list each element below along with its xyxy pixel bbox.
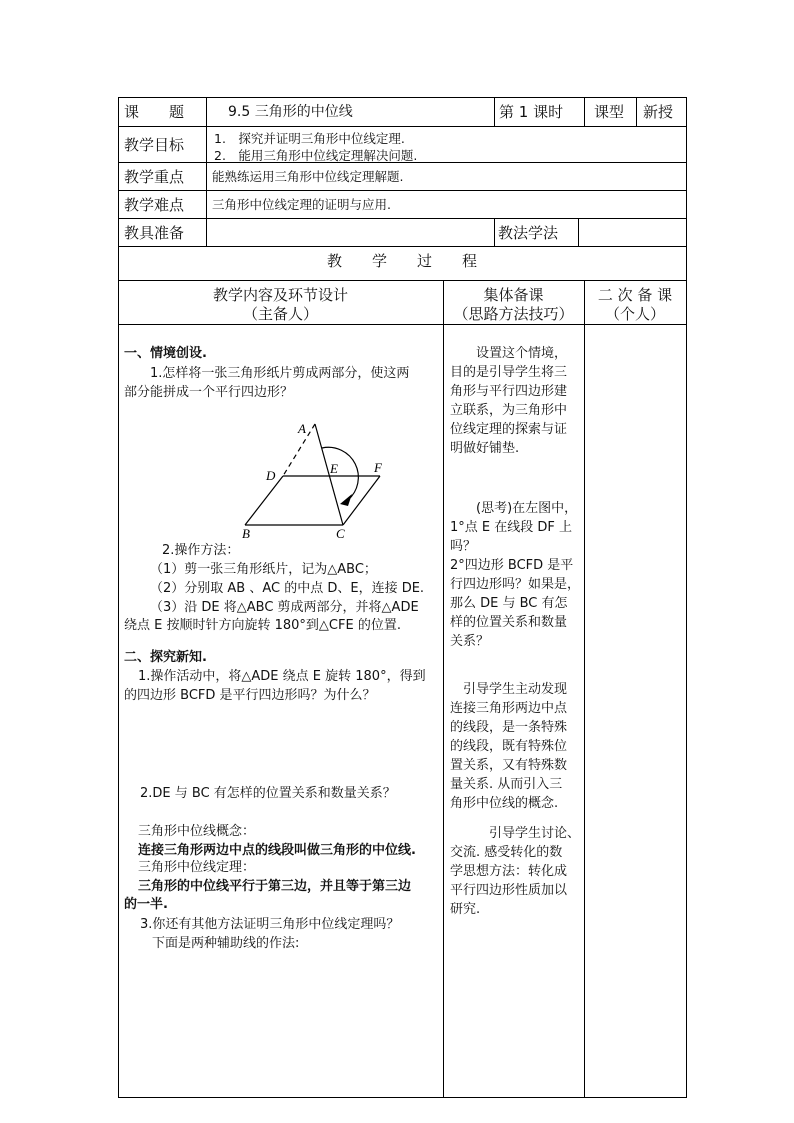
note-4-line: 引导学生讨论、 <box>450 826 581 841</box>
note-2-line: 行四边形吗？如果是， <box>450 577 581 592</box>
note-3-line: 连接三角形两边中点 <box>450 701 568 716</box>
note-2-line: (思考)在左图中， <box>450 501 578 516</box>
s1-step3-line2: 绕点 E 按顺时针方向旋转 180°到△CFE 的位置. <box>124 618 401 633</box>
key-point-label: 教学重点 <box>124 168 185 186</box>
process-title: 教 学 过 程 <box>326 252 477 270</box>
label-D: D <box>266 468 276 483</box>
note-1-line: 位线定理的探索与证 <box>450 422 568 437</box>
topic-label: 课 题 <box>124 103 185 121</box>
content-column-title: 教学内容及环节设计 <box>212 286 348 304</box>
note-2-line: 1°点 E 在线段 DF 上 <box>450 520 573 535</box>
segment-AC <box>315 424 343 525</box>
note-2-line: 关系？ <box>450 634 490 649</box>
second-column-title: 二 次 备 课 <box>597 286 673 304</box>
note-4-line: 交流. 感受转化的数 <box>450 845 563 860</box>
content-column-sub: （主备人） <box>242 305 318 323</box>
method-label: 教法学法 <box>498 224 559 242</box>
note-3-line: 角形中位线的概念. <box>450 796 559 811</box>
theorem-label: 三角形中位线定理： <box>138 860 256 875</box>
s2-question1-line2: 的四边形 BCFD 是平行四边形吗？为什么？ <box>124 688 376 703</box>
note-4-line: 学思想方法：转化成 <box>450 864 568 879</box>
label-F: F <box>374 460 382 475</box>
note-3-line: 置关系，又有特殊数 <box>450 758 568 773</box>
note-4-line: 平行四边形性质加以 <box>450 883 568 898</box>
theorem-line1: 三角形的中位线平行于第三边，并且等于第三边 <box>138 879 412 894</box>
s1-step2: （2）分别取 AB 、AC 的中点 D、E，连接 DE. <box>150 581 425 596</box>
triangle-figure <box>230 412 410 542</box>
lesson-hours: 第 1 课时 <box>499 103 564 121</box>
key-point-value: 能熟练运用三角形中位线定理解题. <box>212 169 404 184</box>
question3: 3.你还有其他方法证明三角形中位线定理吗？ <box>140 917 400 932</box>
s2-question2: 2.DE 与 BC 有怎样的位置关系和数量关系？ <box>140 786 396 801</box>
section1-title: 一、情境创设. <box>124 346 207 361</box>
concept-label: 三角形中位线概念： <box>138 824 256 839</box>
note-3-line: 的线段，是一条特殊 <box>450 720 568 735</box>
rotation-arrowhead <box>340 494 352 506</box>
s1-method-label: 2.操作方法： <box>162 543 240 558</box>
s1-question1-line1: 1.怎样将一张三角形纸片剪成两部分，使这两 <box>150 366 410 381</box>
label-E: E <box>330 461 338 476</box>
second-prep-area[interactable] <box>585 325 685 1096</box>
second-column-sub: （个人） <box>604 305 665 323</box>
note-4-line: 研究. <box>450 902 481 917</box>
collective-column-sub: （思路方法技巧） <box>453 305 574 323</box>
theorem-line2: 的一半. <box>124 897 168 912</box>
topic-value: 9.5 三角形的中位线 <box>228 104 353 120</box>
segment-DB <box>245 476 283 525</box>
section2-title: 二、探究新知. <box>124 650 207 665</box>
s1-step1: （1）剪一张三角形纸片，记为△ABC； <box>150 562 377 577</box>
note-1-line: 明做好铺垫. <box>450 441 520 456</box>
label-B: B <box>242 526 250 541</box>
s2-question1-line1: 1.操作活动中，将△ADE 绕点 E 旋转 180°，得到 <box>138 669 426 684</box>
note-2-line: 那么 DE 与 BC 有怎 <box>450 596 568 611</box>
collective-column-title: 集体备课 <box>483 286 544 304</box>
label-A: A <box>298 421 306 436</box>
note-1-line: 目的是引导学生将三 <box>450 365 568 380</box>
note-1-line: 设置这个情境， <box>450 346 568 361</box>
concept-definition: 连接三角形两边中点的线段叫做三角形的中位线. <box>138 843 416 858</box>
difficulty-value: 三角形中位线定理的证明与应用. <box>212 197 391 212</box>
objectives-label: 教学目标 <box>124 136 185 154</box>
objective-2: 2. 能用三角形中位线定理解决问题. <box>214 148 418 163</box>
tools-label: 教具准备 <box>124 224 185 242</box>
difficulty-label: 教学难点 <box>124 196 185 214</box>
rotation-arc <box>322 447 358 500</box>
note-3-line: 引导学生主动发现 <box>450 682 568 697</box>
s1-question1-line2: 部分能拼成一个平行四边形？ <box>124 385 294 400</box>
note-2-line: 样的位置关系和数量 <box>450 615 568 630</box>
note-3-line: 量关系. 从而引入三 <box>450 777 563 792</box>
note-3-line: 的线段，既有特殊位 <box>450 739 568 754</box>
type-value: 新授 <box>643 103 674 121</box>
label-C: C <box>336 526 345 541</box>
s1-step3-line1: （3）沿 DE 将△ABC 剪成两部分，并将△ADE <box>150 600 419 615</box>
question3-sub: 下面是两种辅助线的作法: <box>152 936 300 951</box>
note-2-line: 吗？ <box>450 539 477 554</box>
note-1-line: 角形与平行四边形建 <box>450 384 568 399</box>
note-2-line: 2°四边形 BCFD 是平 <box>450 558 574 573</box>
type-label: 课型 <box>594 103 625 121</box>
objective-1: 1. 探究并证明三角形中位线定理. <box>214 131 405 146</box>
note-1-line: 立联系，为三角形中 <box>450 403 568 418</box>
